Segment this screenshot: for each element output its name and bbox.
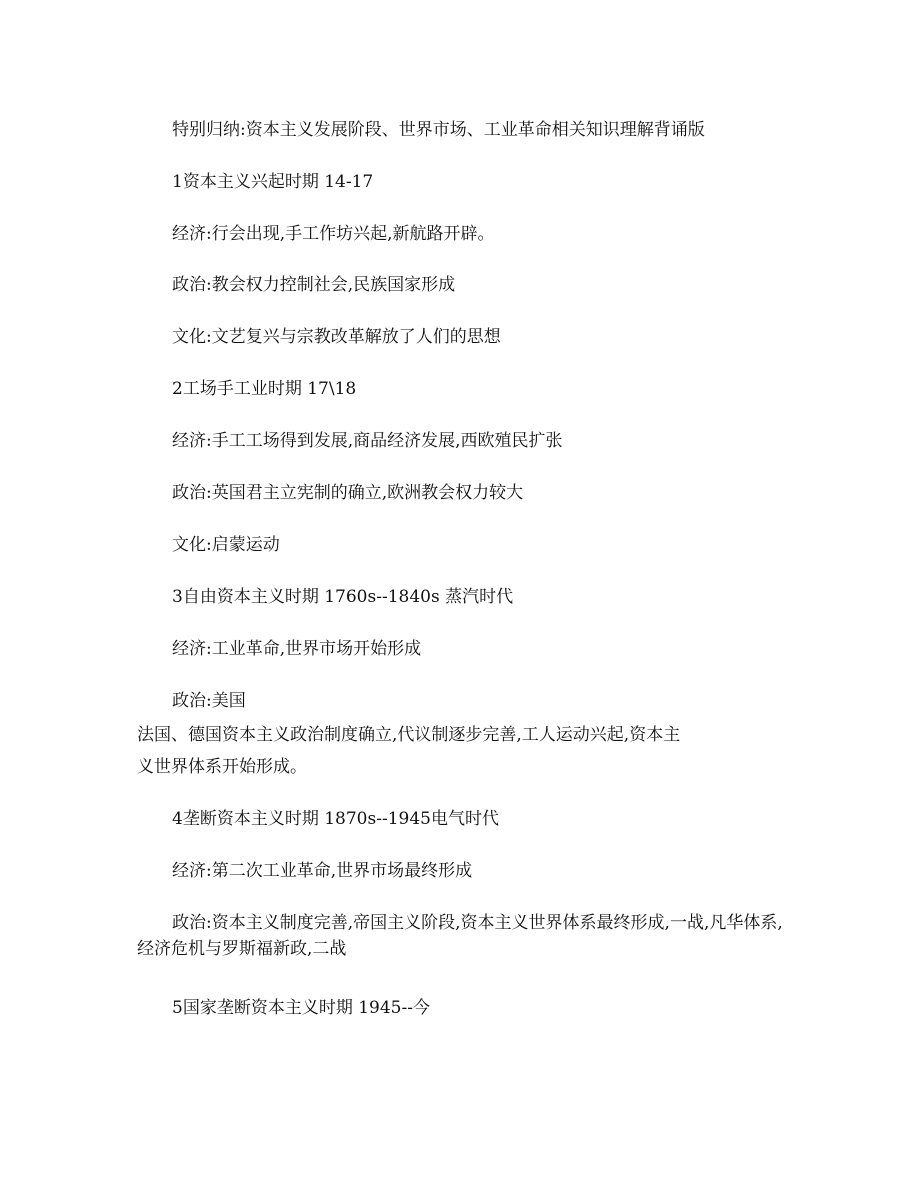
section-4-politics: 政治:资本主义制度完善,帝国主义阶段,资本主义世界体系最终形成,一战,凡华体系, 经济危机与罗斯福新政,二战 — [137, 913, 783, 959]
section-2-heading: 2工场手工业时期 17\18 — [172, 379, 357, 399]
section-2-economy: 经济:手工工场得到发展,商品经济发展,西欧殖民扩张 — [172, 431, 563, 451]
section-2-culture: 文化:启蒙运动 — [172, 535, 280, 555]
section-2-politics: 政治:英国君主立宪制的确立,欧洲教会权力较大 — [172, 483, 524, 503]
section-3-politics-line-1: 政治:美国 — [172, 691, 246, 711]
section-1-economy: 经济:行会出现,手工作坊兴起,新航路开辟。 — [172, 224, 495, 244]
section-5-heading: 5国家垄断资本主义时期 1945--今 — [172, 998, 430, 1018]
section-1-heading: 1资本主义兴起时期 14-17 — [172, 172, 374, 192]
section-1-culture: 文化:文艺复兴与宗教改革解放了人们的思想 — [172, 327, 501, 347]
section-3-heading: 3自由资本主义时期 1760s--1840s 蒸汽时代 — [172, 587, 514, 607]
section-3-politics-line-3: 义世界体系开始形成。 — [137, 757, 307, 777]
section-4-economy: 经济:第二次工业革命,世界市场最终形成 — [172, 861, 473, 881]
section-3-politics-line-2: 法国、德国资本主义政治制度确立,代议制逐步完善,工人运动兴起,资本主 — [137, 725, 681, 745]
section-3-economy: 经济:工业革命,世界市场开始形成 — [172, 639, 422, 659]
document-title: 特别归纳:资本主义发展阶段、世界市场、工业革命相关知识理解背诵版 — [172, 120, 705, 140]
section-1-politics: 政治:教会权力控制社会,民族国家形成 — [172, 275, 456, 295]
section-4-heading: 4垄断资本主义时期 1870s--1945电气时代 — [172, 809, 499, 829]
